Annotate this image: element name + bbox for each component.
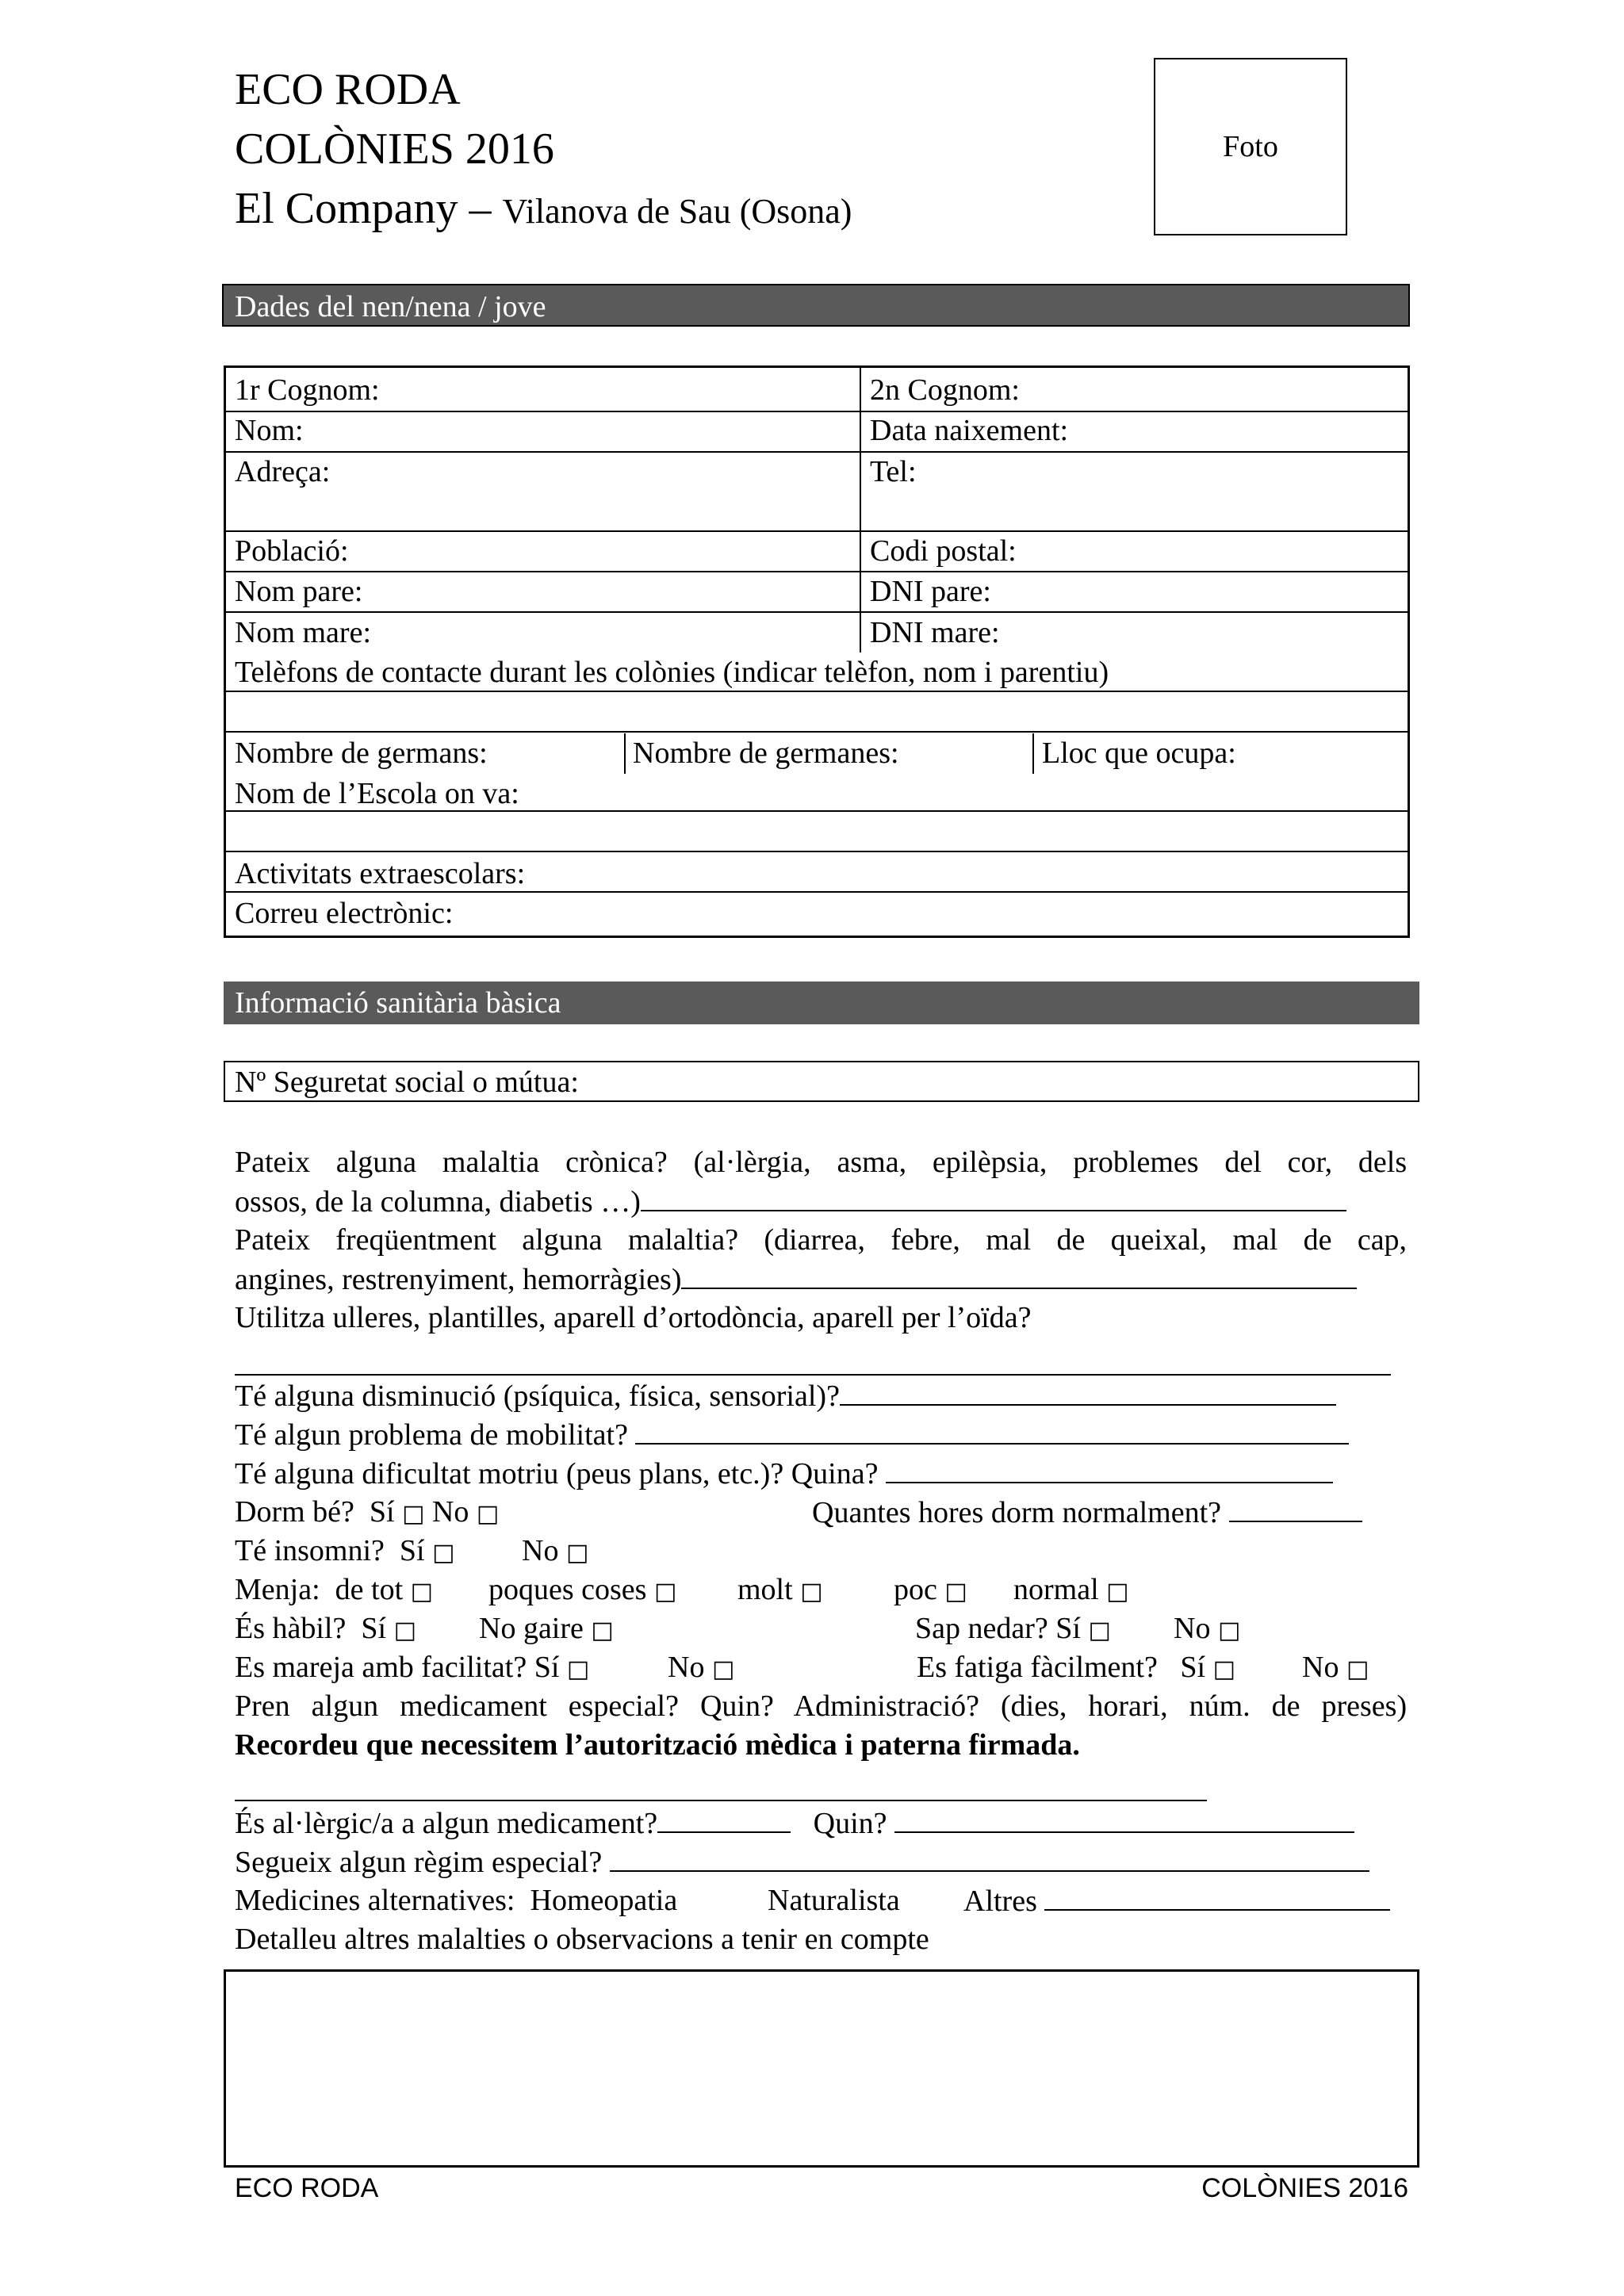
checkbox-eats-everything[interactable]: □	[410, 1578, 433, 1605]
option-eats-a-lot: molt □	[737, 1573, 823, 1606]
field-phone[interactable]: Tel:	[870, 455, 917, 488]
checkbox-skillful-not-much[interactable]: □	[591, 1617, 614, 1644]
question-drug-allergy: És al·lèrgic/a a algun medicament? Quin?	[235, 1803, 1354, 1843]
question-mobility: Té algun problema de mobilitat?	[235, 1414, 1349, 1455]
question-insomnia: Té insomni? Sí □	[235, 1534, 455, 1567]
q1_line1_words-word: malaltia	[442, 1146, 540, 1179]
checkbox-insomnia-no[interactable]: □	[565, 1539, 589, 1567]
q1_line1_words-word: alguna	[335, 1146, 417, 1179]
q2_line1_words-word: freqüentment	[335, 1223, 496, 1257]
section-health-title: Informació sanitària bàsica	[235, 986, 561, 1020]
checkbox-tires-easily-no[interactable]: □	[1346, 1655, 1369, 1683]
q1_line1_words-word: problemes	[1073, 1146, 1199, 1179]
field-first-surname[interactable]: 1r Cognom:	[235, 373, 380, 407]
q1_line1_words-word: del	[1224, 1146, 1262, 1179]
option-eats-little-things: poques coses □	[488, 1573, 677, 1606]
field-brothers-count[interactable]: Nombre de germans:	[235, 737, 488, 770]
option-tires-easily-no: No □	[1302, 1651, 1369, 1684]
question-chronic-illness	[235, 1142, 1407, 1182]
field-name[interactable]: Nom:	[235, 414, 304, 447]
field-father-name[interactable]: Nom pare:	[235, 575, 363, 608]
field-father-id[interactable]: DNI pare:	[870, 575, 991, 608]
q2_line1_words-word: mal	[1232, 1223, 1278, 1257]
question-can-swim: Sap nedar? Sí □	[915, 1612, 1111, 1645]
question-eating: Menja: de tot □	[235, 1573, 433, 1606]
q1_line1_words-word: asma,	[837, 1146, 907, 1179]
field-sisters-count[interactable]: Nombre de germanes:	[633, 737, 899, 770]
answer-special-medication-line[interactable]	[235, 1800, 1207, 1801]
event-title: COLÒNIES 2016	[235, 124, 554, 174]
q2_line1_words-word: queixal,	[1110, 1223, 1208, 1257]
checkbox-can-swim-no[interactable]: □	[1217, 1617, 1241, 1644]
q1_line1_words-word: Pateix	[235, 1146, 310, 1179]
question-special-diet: Segueix algun règim especial?	[235, 1842, 1369, 1882]
question-tires-easily: Es fatiga fàcilment? Sí □	[917, 1651, 1235, 1684]
observations-label: Detalleu altres malalties o observacions a tenir en compte	[235, 1923, 929, 1956]
location-title	[235, 181, 852, 239]
observations-box[interactable]	[224, 1969, 1419, 2168]
pren_words-word: de	[1271, 1689, 1300, 1723]
field-second-surname[interactable]: 2n Cognom:	[870, 373, 1020, 407]
pren_words-word: núm.	[1189, 1689, 1251, 1723]
insomnia-no-option: No □	[522, 1534, 589, 1567]
child-data-table	[224, 365, 1410, 938]
pren_words-word: Administració?	[793, 1689, 980, 1723]
field-school-name[interactable]: Nom de l’Escola on va:	[235, 777, 519, 810]
q1_line1_words-word: cor,	[1287, 1146, 1333, 1179]
answer-frequent-illness-line[interactable]	[681, 1259, 1357, 1289]
org-name: ECO RODA	[235, 65, 461, 114]
answer-drug-allergy-which-line[interactable]	[894, 1803, 1354, 1833]
q2_line1_words-word: (diarrea,	[764, 1223, 866, 1257]
photo-label: Foto	[1223, 130, 1278, 163]
answer-disability-line[interactable]	[840, 1376, 1336, 1406]
field-sibling-position[interactable]: Lloc que ocupa:	[1042, 737, 1236, 770]
q2_line1_words-word: de	[1056, 1223, 1086, 1257]
question-chronic-illness-cont: ossos, de la columna, diabetis …)	[235, 1181, 1346, 1222]
checkbox-insomnia-yes[interactable]: □	[432, 1539, 455, 1567]
checkbox-eats-little[interactable]: □	[944, 1578, 967, 1605]
option-can-swim-no: No □	[1174, 1612, 1241, 1645]
q1_line1_words-word: crònica?	[565, 1146, 668, 1179]
checkbox-eats-normal[interactable]: □	[1106, 1578, 1129, 1605]
option-skillful-not-much: No gaire □	[479, 1612, 614, 1645]
field-mother-id[interactable]: DNI mare:	[870, 616, 1000, 649]
footer-left: ECO RODA	[235, 2173, 379, 2203]
pren_words-word: especial?	[568, 1689, 679, 1723]
field-postal-code[interactable]: Codi postal:	[870, 534, 1017, 568]
field-town[interactable]: Població:	[235, 534, 349, 568]
question-disability: Té alguna disminució (psíquica, física, sensorial)?	[235, 1376, 1336, 1416]
question-motion-sickness: Es mareja amb facilitat? Sí □	[235, 1651, 590, 1684]
checkbox-sleeps-well-yes[interactable]: □	[402, 1500, 425, 1528]
option-eats-normal: normal □	[1013, 1573, 1129, 1606]
section-health-header	[224, 982, 1419, 1024]
location-main: El Company –	[235, 184, 492, 233]
section-child-data-title: Dades del nen/nena / jove	[235, 290, 546, 323]
pren_words-word: horari,	[1088, 1689, 1168, 1723]
checkbox-eats-a-lot[interactable]: □	[800, 1578, 823, 1605]
option-motion-sickness-no: No □	[668, 1651, 735, 1684]
field-mother-name[interactable]: Nom mare:	[235, 616, 372, 649]
checkbox-can-swim-yes[interactable]: □	[1088, 1617, 1111, 1644]
section-child-data-header	[222, 284, 1410, 327]
question-sleeps-well: Dorm bé? Sí □ No □	[235, 1495, 500, 1529]
answer-mobility-line[interactable]	[635, 1414, 1349, 1445]
q2_line1_words-word: de	[1303, 1223, 1332, 1257]
option-homeopathy[interactable]: Homeopatia	[530, 1884, 678, 1917]
question-frequent-illness-cont: angines, restrenyiment, hemorràgies)	[235, 1259, 1357, 1299]
answer-special-diet-line[interactable]	[610, 1842, 1369, 1872]
answer-other-medicine-line[interactable]	[1044, 1881, 1390, 1911]
answer-sleep-hours-line[interactable]	[1229, 1492, 1362, 1522]
question-aids: Utilitza ulleres, plantilles, aparell d’ortodòncia, aparell per l’oïda?	[235, 1301, 1032, 1334]
checkbox-sleeps-well-no[interactable]: □	[476, 1500, 500, 1528]
pren_words-word: preses)	[1321, 1689, 1408, 1723]
answer-chronic-illness-line[interactable]	[641, 1181, 1346, 1211]
location-detail: Vilanova de Sau (Osona)	[502, 192, 852, 231]
field-birth-date[interactable]: Data naixement:	[870, 414, 1069, 447]
question-motor-difficulty: Té alguna dificultat motriu (peus plans, etc.)? Quina?	[235, 1453, 1333, 1494]
question-special-medication	[235, 1686, 1407, 1726]
pren_words-word: Pren	[235, 1689, 290, 1723]
checkbox-tires-easily-yes[interactable]: □	[1212, 1655, 1235, 1683]
checkbox-motion-sickness-no[interactable]: □	[711, 1655, 735, 1683]
answer-motor-difficulty-line[interactable]	[886, 1453, 1333, 1483]
q1_line1_words-word: epilèpsia,	[932, 1146, 1048, 1179]
option-eats-little: poc □	[894, 1573, 967, 1606]
field-social-security: Nº Seguretat social o mútua:	[235, 1066, 579, 1099]
checkbox-eats-little-things[interactable]: □	[653, 1578, 677, 1605]
pren_words-word: (dies,	[1001, 1689, 1067, 1723]
q1_line1_words-word: (al·lèrgia,	[693, 1146, 811, 1179]
pren_words-word: Quin?	[699, 1689, 774, 1723]
answer-drug-allergy-line[interactable]	[657, 1803, 791, 1833]
question-alternative-medicine: Medicines alternatives: Homeopatia	[235, 1884, 678, 1917]
pren_words-word: medicament	[400, 1689, 547, 1723]
q1_line1_words-word: dels	[1358, 1146, 1408, 1179]
footer-right: COLÒNIES 2016	[1201, 2173, 1408, 2203]
authorization-reminder: Recordeu que necessitem l’autorització mèdica i paterna firmada.	[235, 1728, 1080, 1762]
q2_line1_words-word: cap,	[1357, 1223, 1408, 1257]
question-frequent-illness	[235, 1220, 1407, 1260]
q2_line1_words-word: Pateix	[235, 1223, 310, 1257]
field-email[interactable]: Correu electrònic:	[235, 897, 454, 930]
q2_line1_words-word: mal	[986, 1223, 1032, 1257]
photo-box[interactable]	[1154, 58, 1347, 235]
option-other-medicine: Altres	[963, 1881, 1390, 1921]
option-naturalist[interactable]: Naturalista	[768, 1884, 900, 1917]
q2_line1_words-word: febre,	[891, 1223, 960, 1257]
question-skillful: És hàbil? Sí □	[235, 1612, 416, 1645]
question-sleep-hours: Quantes hores dorm normalment?	[812, 1492, 1362, 1533]
field-extracurricular[interactable]: Activitats extraescolars:	[235, 857, 526, 890]
checkbox-skillful-yes[interactable]: □	[393, 1617, 416, 1644]
field-contact-phones[interactable]: Telèfons de contacte durant les colònies (indicar telèfon, nom i parentiu)	[235, 656, 1109, 689]
pren_words-word: algun	[311, 1689, 379, 1723]
checkbox-motion-sickness-yes[interactable]: □	[566, 1655, 590, 1683]
q2_line1_words-word: alguna	[522, 1223, 603, 1257]
q2_line1_words-word: malaltia?	[627, 1223, 739, 1257]
field-address[interactable]: Adreça:	[235, 455, 331, 488]
